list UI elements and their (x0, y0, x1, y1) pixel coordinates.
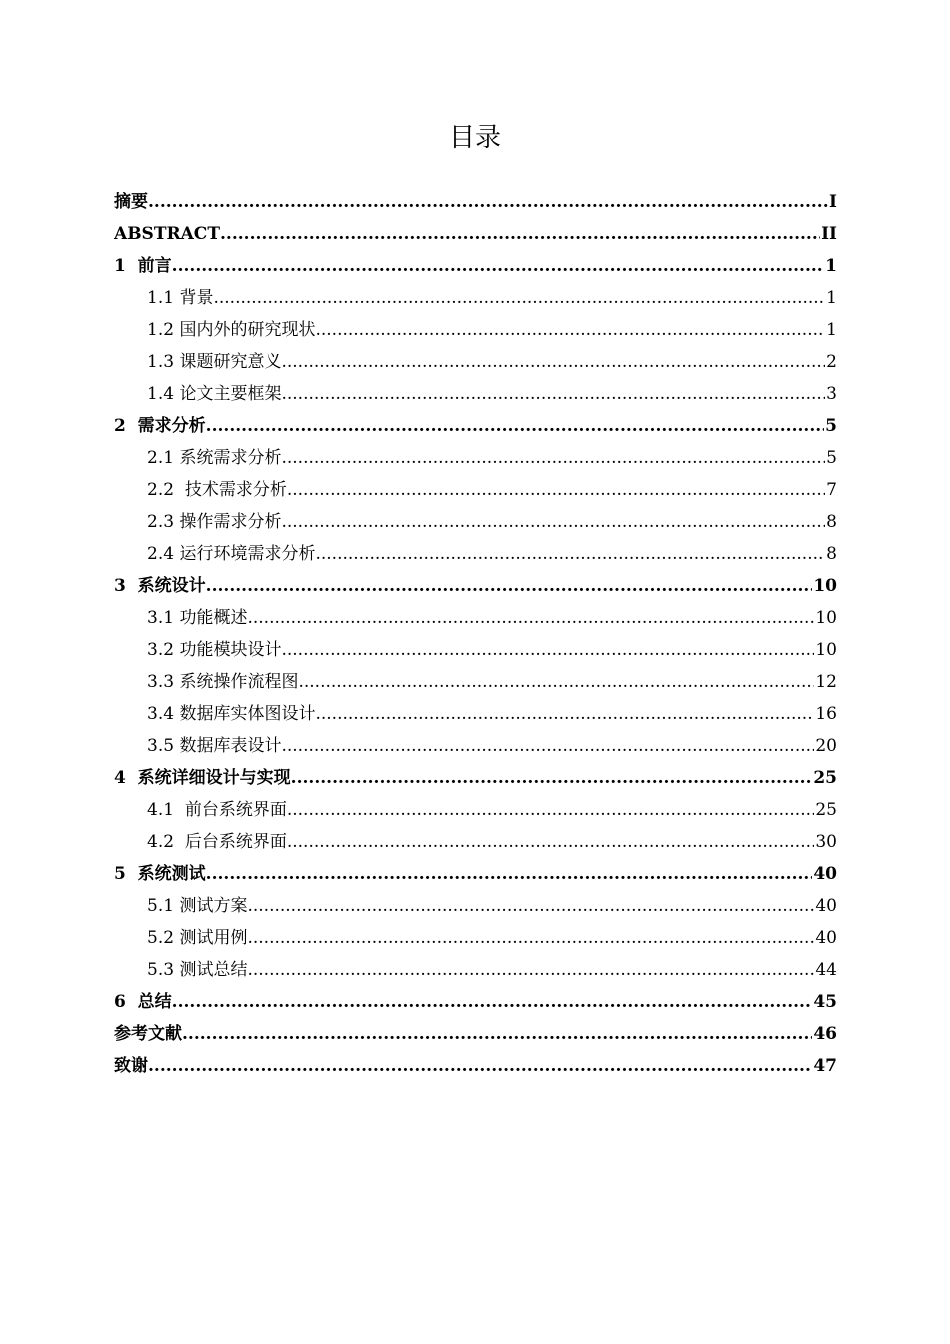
toc-entry-section-2-4[interactable] (114, 538, 837, 570)
toc-page-number: 10 (815, 640, 837, 660)
toc-entry-section-3-1[interactable] (114, 602, 837, 634)
toc-entry-acknowledgements[interactable] (114, 1050, 837, 1082)
dot-leader (247, 954, 814, 986)
toc-entry-label: 1.2 国内外的研究现状 (147, 320, 316, 340)
dot-leader (220, 218, 820, 250)
toc-page-number: I (829, 192, 837, 212)
page-title: 目录 (448, 123, 501, 153)
dot-leader (281, 506, 825, 538)
dot-leader (148, 186, 828, 218)
toc-entry-label: 2.3 操作需求分析 (147, 512, 282, 532)
toc-entry-label: 3.4 数据库实体图设计 (147, 704, 316, 724)
toc-page-number: 7 (826, 480, 837, 500)
toc-page-number: 45 (813, 992, 837, 1012)
toc-entry-chapter-4[interactable] (114, 762, 837, 794)
toc-entry-label: 1.4 论文主要框架 (147, 384, 282, 404)
toc-page-number: 5 (826, 448, 837, 468)
toc-entry-section-3-5[interactable] (114, 730, 837, 762)
toc-page-number: 47 (813, 1056, 837, 1076)
dot-leader (172, 250, 824, 282)
toc-entry-section-5-3[interactable] (114, 954, 837, 986)
toc-entry-section-4-1[interactable] (114, 794, 837, 826)
toc-entry-label: 6 总结 (114, 992, 172, 1012)
toc-entry-label: 参考文献 (114, 1024, 182, 1044)
toc-entry-section-1-4[interactable] (114, 378, 837, 410)
toc-entry-section-1-1[interactable] (114, 282, 837, 314)
toc-entry-section-5-2[interactable] (114, 922, 837, 954)
toc-page-number: 30 (815, 832, 837, 852)
toc-entry-references[interactable] (114, 1018, 837, 1050)
toc-entry-section-5-1[interactable] (114, 890, 837, 922)
dot-leader (206, 410, 824, 442)
toc-entry-label: 4 系统详细设计与实现 (114, 768, 291, 788)
toc-entry-label: 致谢 (114, 1056, 148, 1076)
toc-entry-label: 3.2 功能模块设计 (147, 640, 282, 660)
toc-entry-label: 5.3 测试总结 (147, 960, 248, 980)
toc-entry-label: 3.3 系统操作流程图 (147, 672, 299, 692)
toc-page-number: 1 (826, 320, 837, 340)
toc-entry-abstract-cn[interactable] (114, 186, 837, 218)
toc-entry-label: 5.2 测试用例 (147, 928, 248, 948)
toc-entry-label: 摘要 (114, 192, 148, 212)
toc-entry-section-4-2[interactable] (114, 826, 837, 858)
dot-leader (287, 794, 815, 826)
toc-entry-chapter-5[interactable] (114, 858, 837, 890)
toc-entry-section-3-3[interactable] (114, 666, 837, 698)
toc-entry-chapter-6[interactable] (114, 986, 837, 1018)
toc-entry-section-1-2[interactable] (114, 314, 837, 346)
toc-page-number: 16 (815, 704, 837, 724)
toc-page-number: 10 (815, 608, 837, 628)
dot-leader (287, 474, 825, 506)
toc-entry-section-2-1[interactable] (114, 442, 837, 474)
dot-leader (281, 730, 814, 762)
toc-page-number: 40 (813, 864, 837, 884)
toc-page-number: 46 (813, 1024, 837, 1044)
dot-leader (247, 602, 814, 634)
toc-page-number: 2 (826, 352, 837, 372)
toc-page-number: 25 (813, 768, 837, 788)
toc-entry-section-3-2[interactable] (114, 634, 837, 666)
toc-entry-section-2-3[interactable] (114, 506, 837, 538)
toc-entry-label: 1.1 背景 (147, 288, 214, 308)
toc-page-number: 20 (815, 736, 837, 756)
dot-leader (206, 570, 813, 602)
toc-entry-label: 1 前言 (114, 256, 172, 276)
toc-page-number: 1 (826, 288, 837, 308)
dot-leader (172, 986, 813, 1018)
toc-entry-chapter-3[interactable] (114, 570, 837, 602)
toc-page-number: 40 (815, 928, 837, 948)
toc-entry-label: 2.4 运行环境需求分析 (147, 544, 316, 564)
toc-page-number: 5 (825, 416, 837, 436)
toc-entry-label: 2 需求分析 (114, 416, 206, 436)
dot-leader (281, 378, 825, 410)
dot-leader (247, 922, 814, 954)
dot-leader (315, 314, 825, 346)
toc-page-number: 10 (813, 576, 837, 596)
toc-entry-label: 2.2 技术需求分析 (147, 480, 287, 500)
table-of-contents (114, 186, 837, 1082)
dot-leader (206, 858, 813, 890)
toc-page-number: 3 (826, 384, 837, 404)
toc-entry-abstract-en[interactable] (114, 218, 837, 250)
toc-entry-label: 5.1 测试方案 (147, 896, 248, 916)
toc-entry-label: 5 系统测试 (114, 864, 206, 884)
dot-leader (182, 1018, 812, 1050)
toc-entry-label: 3 系统设计 (114, 576, 206, 596)
toc-entry-chapter-2[interactable] (114, 410, 837, 442)
dot-leader (148, 1050, 812, 1082)
dot-leader (213, 282, 825, 314)
dot-leader (287, 826, 815, 858)
dot-leader (281, 442, 825, 474)
toc-entry-label: ABSTRACT (114, 224, 220, 244)
dot-leader (281, 634, 814, 666)
toc-page-number: II (821, 224, 837, 244)
toc-page-number: 44 (815, 960, 837, 980)
dot-leader (298, 666, 814, 698)
dot-leader (281, 346, 825, 378)
dot-leader (247, 890, 814, 922)
toc-page-number: 25 (815, 800, 837, 820)
dot-leader (315, 698, 814, 730)
toc-entry-label: 2.1 系统需求分析 (147, 448, 282, 468)
toc-entry-chapter-1[interactable] (114, 250, 837, 282)
dot-leader (291, 762, 813, 794)
toc-entry-section-2-2[interactable] (114, 474, 837, 506)
toc-entry-section-1-3[interactable] (114, 346, 837, 378)
toc-entry-label: 4.1 前台系统界面 (147, 800, 287, 820)
toc-entry-label: 3.5 数据库表设计 (147, 736, 282, 756)
toc-entry-label: 3.1 功能概述 (147, 608, 248, 628)
dot-leader (315, 538, 825, 570)
toc-entry-label: 1.3 课题研究意义 (147, 352, 282, 372)
toc-entry-section-3-4[interactable] (114, 698, 837, 730)
toc-entry-label: 4.2 后台系统界面 (147, 832, 287, 852)
toc-page-number: 12 (815, 672, 837, 692)
toc-page-number: 40 (815, 896, 837, 916)
toc-page-number: 8 (826, 512, 837, 532)
toc-page-number: 1 (825, 256, 837, 276)
toc-page-number: 8 (826, 544, 837, 564)
